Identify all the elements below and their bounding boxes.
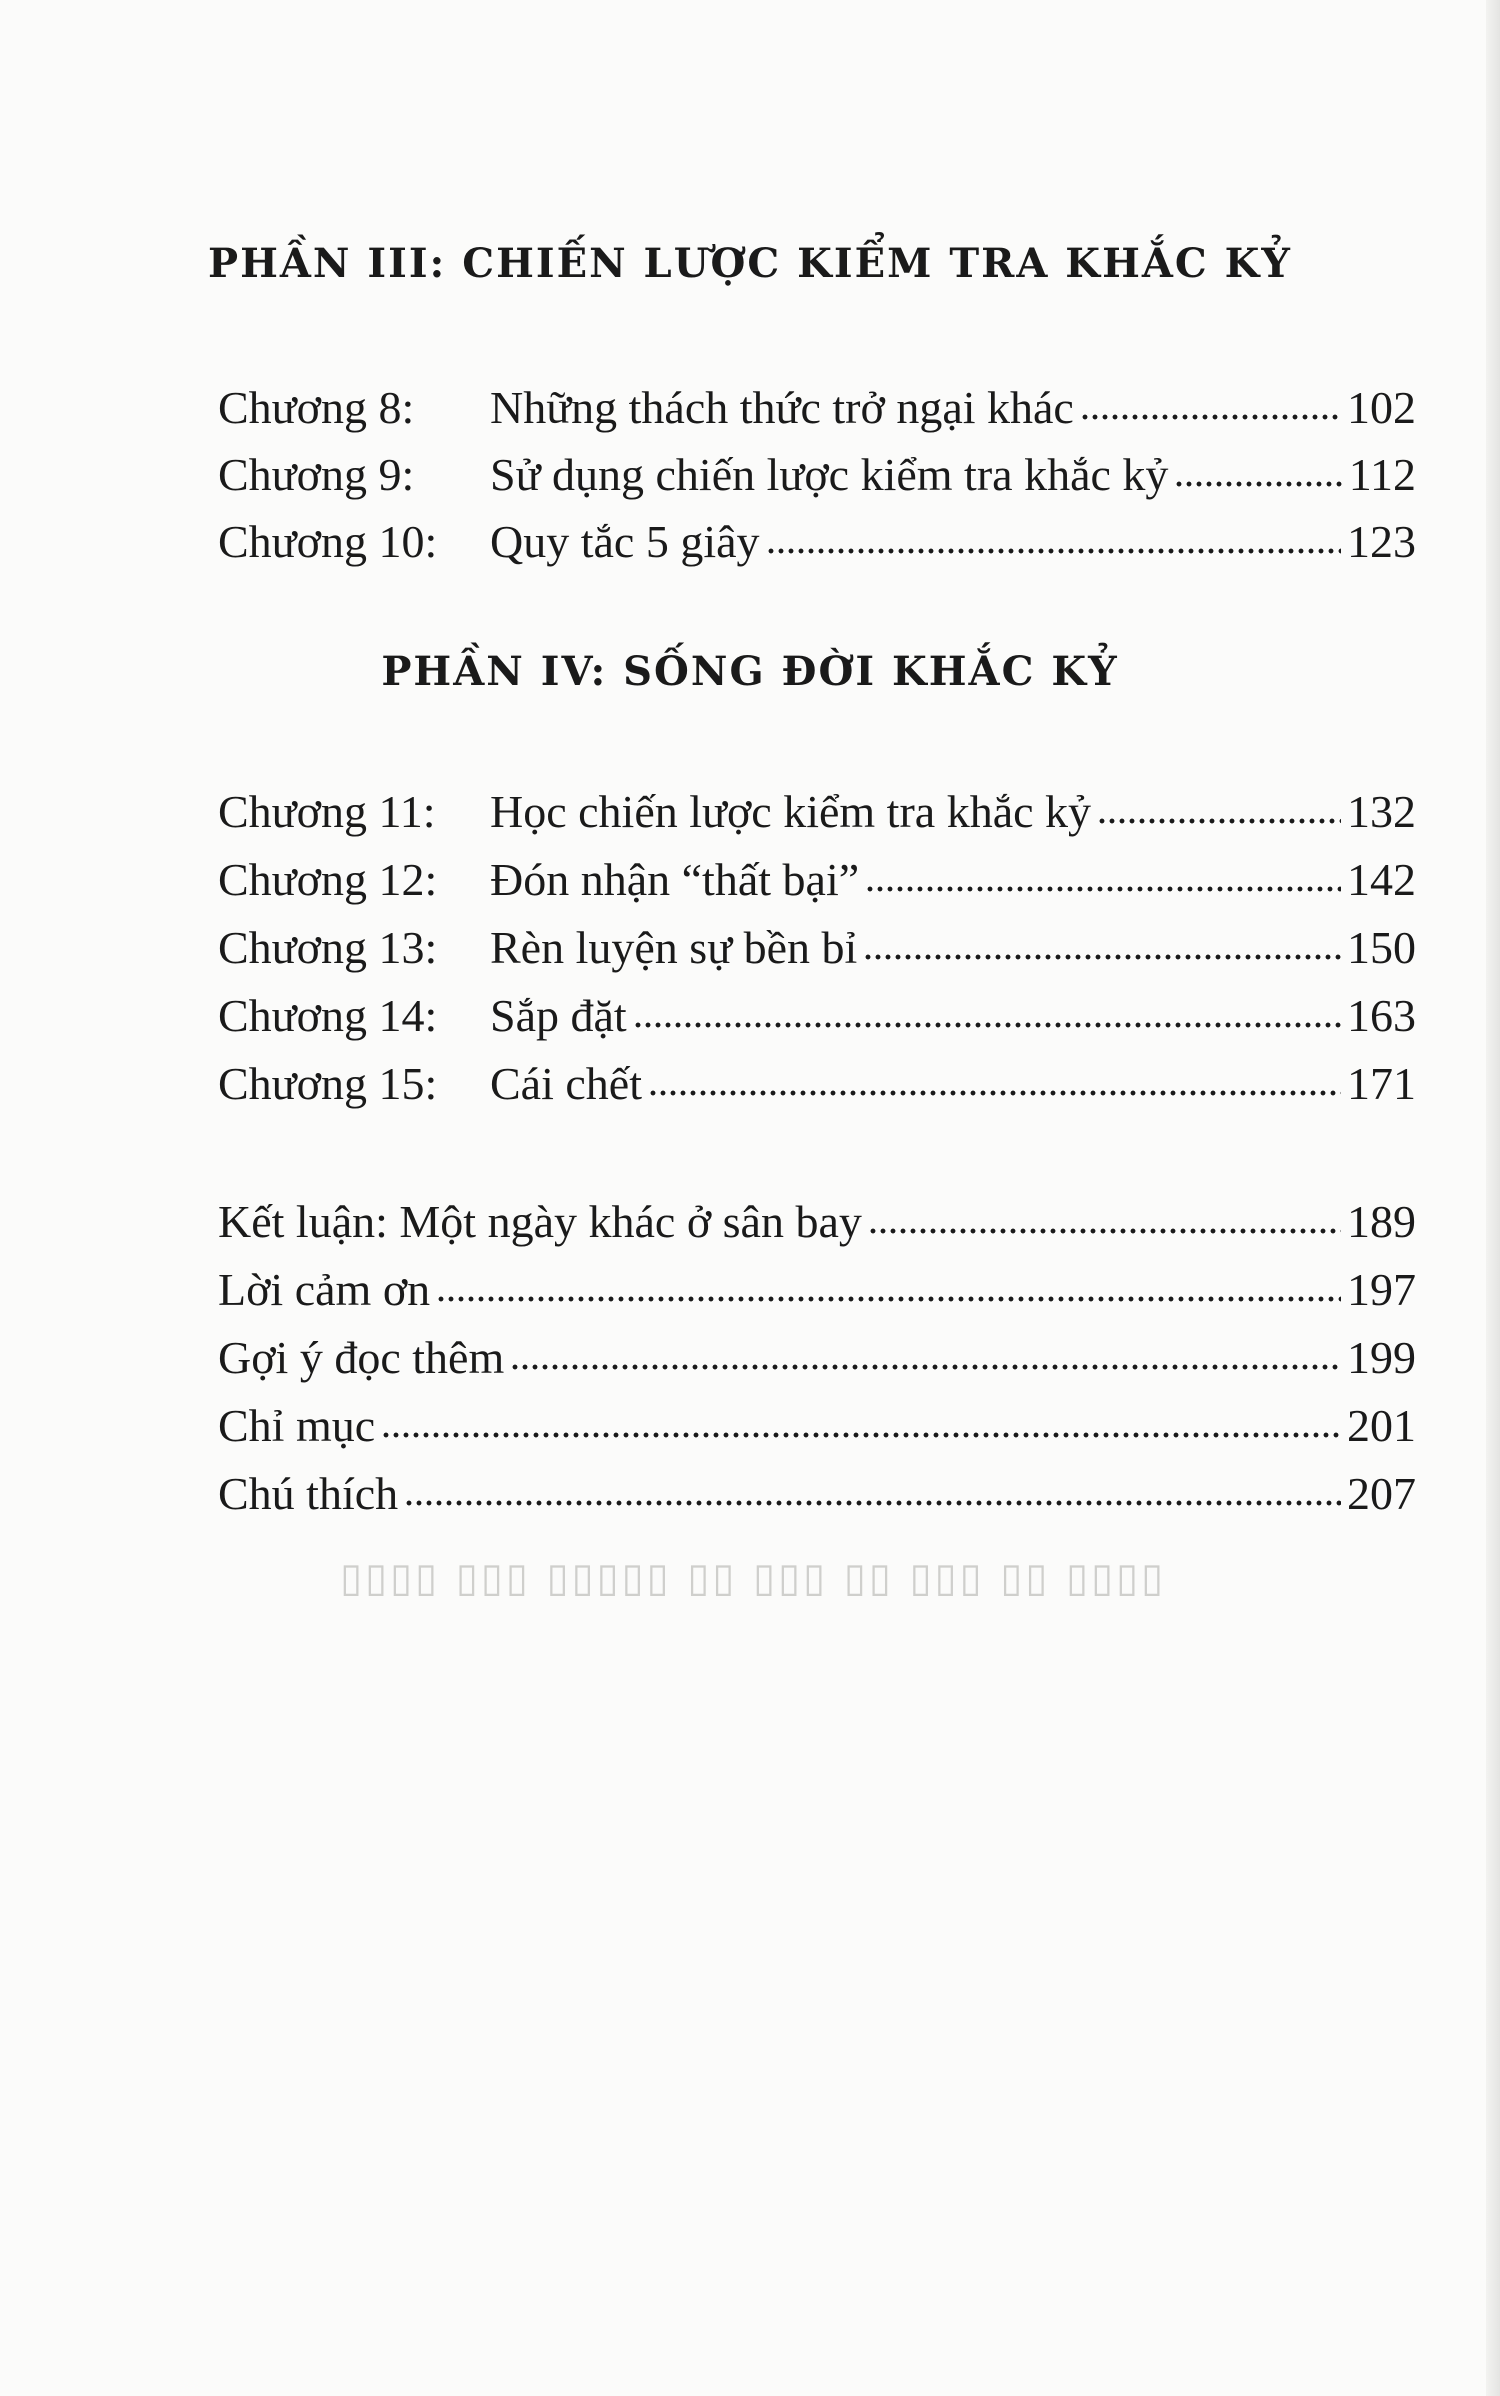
dot-leader: [1080, 413, 1341, 421]
toc-entry-further-reading[interactable]: [218, 1326, 1416, 1390]
dot-leader: [863, 953, 1341, 961]
chapter-title: Sắp đặt: [490, 990, 627, 1041]
dot-leader: [766, 547, 1341, 555]
chapter-title: Những thách thức trở ngại khác: [490, 382, 1074, 433]
dot-leader: [381, 1431, 1341, 1439]
toc-entry-chapter-9[interactable]: [218, 443, 1416, 507]
page-number: 150: [1347, 922, 1416, 973]
toc-entry-chapter-12[interactable]: [218, 848, 1416, 912]
toc-entry-chapter-8[interactable]: [218, 376, 1416, 440]
chapter-label: Chương 10:: [218, 516, 438, 567]
page-number: 132: [1347, 786, 1416, 837]
chapter-title: Sử dụng chiến lược kiểm tra khắc kỷ: [490, 449, 1169, 500]
page-edge-shadow: [1486, 0, 1500, 2396]
dot-leader: [648, 1089, 1341, 1097]
page-number: 123: [1347, 516, 1416, 567]
chapter-title: Quy tắc 5 giây: [490, 516, 760, 567]
chapter-label: Chương 15:: [218, 1058, 438, 1109]
entry-title: Kết luận: Một ngày khác ở sân bay: [218, 1196, 862, 1247]
part-3-heading: PHẦN III: CHIẾN LƯỢC KIỂM TRA KHẮC KỶ: [208, 240, 1292, 287]
part-4-heading: PHẦN IV: SỐNG ĐỜI KHẮC KỶ: [381, 648, 1119, 695]
chapter-label: Chương 11:: [218, 786, 436, 837]
dot-leader: [865, 885, 1341, 893]
chapter-title: Học chiến lược kiểm tra khắc kỷ: [490, 786, 1092, 837]
chapter-label: Chương 13:: [218, 922, 438, 973]
toc-entry-index[interactable]: [218, 1394, 1416, 1458]
page-number: 102: [1347, 382, 1416, 433]
toc-entry-chapter-11[interactable]: [218, 780, 1416, 844]
chapter-label: Chương 9:: [218, 449, 415, 500]
chapter-label: Chương 8:: [218, 382, 415, 433]
dot-leader: [510, 1363, 1341, 1371]
page-number: 112: [1348, 449, 1416, 500]
entry-title: Chú thích: [218, 1468, 399, 1519]
toc-entry-acknowledgements[interactable]: [218, 1258, 1416, 1322]
entry-title: Chỉ mục: [218, 1400, 376, 1451]
entry-title: Lời cảm ơn: [218, 1264, 431, 1315]
toc-entry-chapter-14[interactable]: [218, 984, 1416, 1048]
page-number: 201: [1347, 1400, 1416, 1451]
chapter-title: Rèn luyện sự bền bỉ: [490, 922, 858, 973]
page-number: 163: [1347, 990, 1416, 1041]
page-number: 199: [1347, 1332, 1416, 1383]
toc-entry-conclusion[interactable]: [218, 1190, 1416, 1254]
dot-leader: [633, 1021, 1341, 1029]
toc-entry-chapter-13[interactable]: [218, 916, 1416, 980]
page-number: 197: [1347, 1264, 1416, 1315]
dot-leader: [1097, 817, 1341, 825]
show-through-mark: ▯▯▯▯ ▯▯ ▯▯▯ ▯▯ ▯▯▯ ▯▯ ▯▯▯▯▯ ▯▯▯ ▯▯▯▯: [336, 1555, 1164, 1601]
chapter-label: Chương 12:: [218, 854, 438, 905]
dot-leader: [436, 1295, 1341, 1303]
toc-entry-chapter-15[interactable]: [218, 1052, 1416, 1116]
page-number: 189: [1347, 1196, 1416, 1247]
page-number: 171: [1347, 1058, 1416, 1109]
chapter-label: Chương 14:: [218, 990, 438, 1041]
dot-leader: [1174, 480, 1342, 488]
dot-leader: [404, 1499, 1341, 1507]
toc-entry-chapter-10[interactable]: [218, 510, 1416, 574]
dot-leader: [868, 1227, 1341, 1235]
entry-title: Gợi ý đọc thêm: [218, 1332, 505, 1383]
page-number: 142: [1347, 854, 1416, 905]
page-number: 207: [1347, 1468, 1416, 1519]
toc-entry-notes[interactable]: [218, 1462, 1416, 1526]
chapter-title: Cái chết: [490, 1058, 642, 1109]
chapter-title: Đón nhận “thất bại”: [490, 854, 860, 905]
